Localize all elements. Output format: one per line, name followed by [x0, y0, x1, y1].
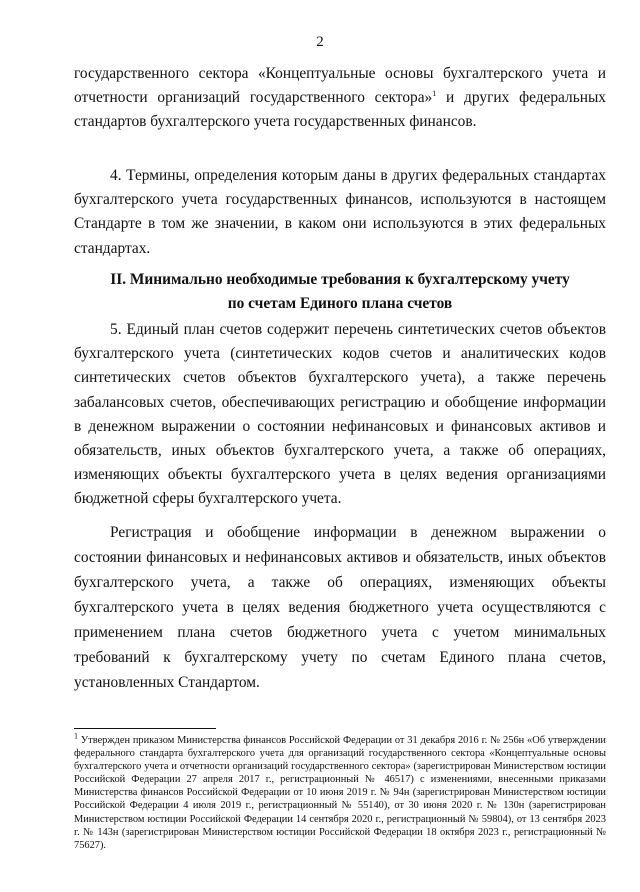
paragraph-text: государственного сектора «Концептуальные основы бухгалтерского учета и отчетности организаций государственного сектора» — [74, 65, 606, 107]
footnote-text: Утвержден приказом Министерства финансов Российской Федерации от 31 декабря 2016 г. № 256н «Об утверждении федерального стандарта бухгалтерского учета для организаций государственного сектора «Концептуальные основы бухгалтерского учета и отчетности организаций государственного сектора» (зарегистрирован Министерством юстиции Российской Федерации 27 апреля 2017 г., регистрационный № 46517) с изменениями, внесенными приказами Министерства финансов Российской Федерации от 10 июня 2019 г. № 94н (зарегистрирован Министерством юстиции Российской Федерации 4 июля 2019 г., регистрационный № 55140), от 30 июня 2020 г. № 130н (зарегистрирован Министерством юстиции Российской Федерации 14 сентября 2020 г., регистрационный № 59804), от 13 сентября 2023 г. № 143н (зарегистрирован Министерством юстиции Российской Федерации 18 октября 2023 г., регистрационный № 75627). — [74, 735, 606, 851]
page-number: 2 — [316, 34, 324, 50]
paragraph-text-tail: и других федеральных стандартов бухгалтерского учета государственных финансов. — [74, 89, 606, 131]
paragraph-registration: Регистрация и обобщение информации в денежном выражении о состоянии финансовых и нефинансовых активов и обязательств, иных объектов бухгалтерского учета, а также об операциях, изменяющих объекты бухгалтерского учета в целях ведения бюджетного учета осуществляются с применением плана счетов бюджетного учета с учетом минимальных требований к бухгалтерскому учету по счетам Единого плана счетов, установленных Стандартом. — [74, 524, 606, 691]
paragraph-5: 5. Единый план счетов содержит перечень синтетических счетов объектов бухгалтерского учета (синтетических кодов счетов и аналитических кодов синтетических счетов объектов бухгалтерского учета), а также перечень забалансовых счетов, обеспечивающих регистрацию и обобщение информации в денежном выражении о состоянии нефинансовых и финансовых активов и обязательств, иных объектов бухгалтерского учета, а также об операциях, изменяющих объекты бухгалтерского учета в целях ведения организациями бюджетной сферы бухгалтерского учета. — [74, 321, 606, 508]
paragraph-continuation — [74, 62, 606, 135]
section-heading-line-1: II. Минимально необходимые требования к бухгалтерскому учету — [110, 271, 570, 288]
section-heading-line-2: по счетам Единого плана счетов — [227, 295, 453, 312]
footnote-marker: 1 — [74, 731, 78, 741]
paragraph-4: 4. Термины, определения которым даны в других федеральных стандартах бухгалтерского учета государственных финансов, используются в настоящем Стандарте в том же значении, в каком они используются в этих федеральных стандартах. — [74, 167, 606, 257]
footnote — [74, 731, 606, 852]
footnote-reference: 1 — [432, 89, 437, 99]
footnote-divider — [74, 728, 216, 729]
